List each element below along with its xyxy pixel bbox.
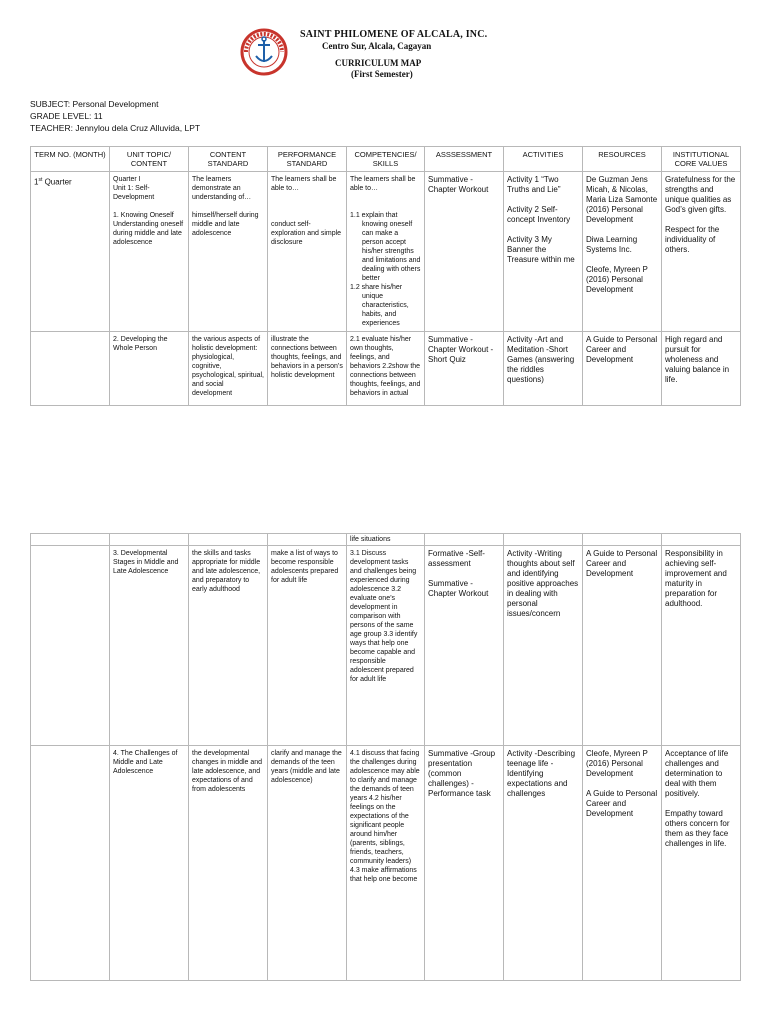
semester-label: (First Semester) bbox=[351, 69, 413, 79]
activity-1: Activity 1 “Two Truths and Lie” bbox=[507, 175, 561, 194]
header-assessment: ASSSESSMENT bbox=[425, 147, 504, 172]
assessment-cell bbox=[425, 546, 504, 746]
document-title: CURRICULUM MAP bbox=[335, 58, 422, 68]
grade-line: GRADE LEVEL: 11 bbox=[30, 111, 103, 121]
header-content: CONTENT STANDARD bbox=[189, 147, 268, 172]
resources-cell: A Guide to Personal Career and Development bbox=[583, 332, 662, 406]
teacher-line: TEACHER: Jennylou dela Cruz Alluvida, LPT bbox=[30, 123, 201, 133]
unit-cell: 3. Developmental Stages in Middle and Late Adolescence bbox=[110, 546, 189, 746]
performance-cell: make a list of ways to become responsible adolescents prepared for adult life bbox=[268, 546, 347, 746]
header-activities: ACTIVITIES bbox=[504, 147, 583, 172]
term-cell bbox=[31, 534, 110, 546]
resource-2: Diwa Learning Systems Inc. bbox=[586, 235, 638, 254]
resource-1: De Guzman Jens Micah, & Nicolas, Maria Liza Samonte (2016) Personal Development bbox=[586, 175, 658, 224]
unit-cell: 4. The Challenges of Middle and Late Adolescence bbox=[110, 746, 189, 981]
assessment-formative: Formative -Self-assessment bbox=[428, 549, 485, 568]
unit-title: Unit 1: Self-Development bbox=[113, 185, 155, 201]
performance-text: conduct self-exploration and simple disclosure bbox=[271, 221, 342, 246]
unit-quarter: Quarter I bbox=[113, 176, 141, 183]
assessment-cell bbox=[425, 534, 504, 546]
values-cell bbox=[662, 172, 741, 332]
term-cell bbox=[31, 332, 110, 406]
term-suffix: st bbox=[38, 177, 43, 183]
competency-1-1: 1.1 explain that knowing oneself can make a person accept his/her strengths and limitations and dealing with others better bbox=[350, 212, 421, 282]
table-row bbox=[31, 332, 741, 406]
table-row bbox=[31, 534, 741, 546]
performance-cell bbox=[268, 172, 347, 332]
content-cell bbox=[189, 534, 268, 546]
unit-topic: 1. Knowing Oneself Understanding oneself during middle and late adolescence bbox=[113, 212, 184, 246]
curriculum-table-page1 bbox=[30, 146, 741, 406]
performance-cell bbox=[268, 534, 347, 546]
resource-2: A Guide to Personal Career and Development bbox=[586, 789, 658, 818]
values-cell bbox=[662, 746, 741, 981]
subject-line: SUBJECT: Personal Development bbox=[30, 99, 159, 109]
competency-1-2: 1.2 share his/her unique characteristics, habits, and experiences bbox=[350, 284, 409, 327]
resource-3: Cleofe, Myreen P (2016) Personal Development bbox=[586, 265, 648, 294]
table-row bbox=[31, 172, 741, 332]
header-performance: PERFORMANCE STANDARD bbox=[268, 147, 347, 172]
content-cell: the skills and tasks appropriate for middle and late adolescence, and preparatory to early adulthood bbox=[189, 546, 268, 746]
competencies-cell bbox=[347, 172, 425, 332]
performance-cell: illustrate the connections between thoughts, feelings, and behaviors in a person’s holistic development bbox=[268, 332, 347, 406]
values-cell: High regard and pursuit for wholeness and valuing balance in life. bbox=[662, 332, 741, 406]
unit-cell: 2. Developing the Whole Person bbox=[110, 332, 189, 406]
value-1: Acceptance of life challenges and determination to deal with them positively. bbox=[665, 749, 729, 798]
assessment-cell: Summative -Chapter Workout bbox=[425, 172, 504, 332]
term-number: 1 bbox=[34, 177, 39, 187]
competencies-cell: life situations bbox=[347, 534, 425, 546]
term-cell bbox=[31, 546, 110, 746]
activity-2: Activity 2 Self-concept Inventory bbox=[507, 205, 571, 224]
content-intro: The learners demonstrate an understanding of… bbox=[192, 176, 252, 201]
value-1: Gratefulness for the strengths and unique qualities as God’s given gifts. bbox=[665, 175, 736, 214]
term-cell bbox=[31, 172, 110, 332]
value-2: Empathy toward others concern for them as they face challenges in life. bbox=[665, 809, 730, 848]
resources-cell bbox=[583, 172, 662, 332]
value-2: Respect for the individuality of others. bbox=[665, 225, 720, 254]
unit-cell bbox=[110, 534, 189, 546]
content-cell bbox=[189, 172, 268, 332]
school-name: SAINT PHILOMENE OF ALCALA, INC. bbox=[300, 29, 488, 40]
content-cell: the various aspects of holistic development: physiological, cognitive, psychological, spiritual, and social development bbox=[189, 332, 268, 406]
values-cell: Responsibility in achieving self-improvement and maturity in preparation for adulthood. bbox=[662, 546, 741, 746]
performance-intro: The learners shall be able to… bbox=[271, 176, 337, 192]
school-seal-icon bbox=[240, 28, 288, 76]
content-text: himself/herself during middle and late adolescence bbox=[192, 212, 259, 237]
term-word: Quarter bbox=[42, 177, 72, 187]
activities-cell bbox=[504, 172, 583, 332]
assessment-cell: Summative -Group presentation (common challenges) -Performance task bbox=[425, 746, 504, 981]
resource-1: Cleofe, Myreen P (2016) Personal Development bbox=[586, 749, 648, 778]
school-address: Centro Sur, Alcala, Cagayan bbox=[322, 41, 432, 51]
performance-cell: clarify and manage the demands of the teen years (middle and late adolescence) bbox=[268, 746, 347, 981]
values-cell bbox=[662, 534, 741, 546]
competencies-cell: 3.1 Discuss development tasks and challenges being experienced during adolescence 3.2 evaluate one’s development in comparison with persons of the same age group 3.3 identify ways that help one become capable and responsible adolescent prepared for adult life bbox=[347, 546, 425, 746]
table-header-row bbox=[31, 147, 741, 172]
term-cell bbox=[31, 746, 110, 981]
table-row bbox=[31, 746, 741, 981]
activities-cell bbox=[504, 534, 583, 546]
curriculum-table-page2 bbox=[30, 533, 741, 981]
resources-cell bbox=[583, 534, 662, 546]
activities-cell: Activity -Describing teenage life -Identifying expectations and challenges bbox=[504, 746, 583, 981]
document-header bbox=[0, 22, 768, 92]
resources-cell: A Guide to Personal Career and Development bbox=[583, 546, 662, 746]
header-values: INSTITUTIONAL CORE VALUES bbox=[662, 147, 741, 172]
unit-cell bbox=[110, 172, 189, 332]
competency-intro: The learners shall be able to… bbox=[350, 176, 416, 192]
header-term: TERM NO. (MONTH) bbox=[31, 147, 110, 172]
table-row bbox=[31, 546, 741, 746]
subject-info bbox=[30, 98, 200, 134]
competencies-cell: 4.1 discuss that facing the challenges during adolescence may able to clarify and manage the demands of teen years 4.2 his/her feelings on the expectations of the significant people around him/her (parents, siblings, friends, teachers, community leaders) 4.3 make affirmations that help one become bbox=[347, 746, 425, 981]
competencies-cell: 2.1 evaluate his/her own thoughts, feelings, and behaviors 2.2show the connections between thoughts, feelings, and behaviors in actual bbox=[347, 332, 425, 406]
resources-cell bbox=[583, 746, 662, 981]
activities-cell: Activity -Art and Meditation -Short Games (answering the riddles questions) bbox=[504, 332, 583, 406]
activities-cell: Activity -Writing thoughts about self and identifying positive approaches in dealing with personal issues/concern bbox=[504, 546, 583, 746]
activity-3: Activity 3 My Banner the Treasure within me bbox=[507, 235, 575, 264]
assessment-cell: Summative -Chapter Workout -Short Quiz bbox=[425, 332, 504, 406]
assessment-summative: Summative -Chapter Workout bbox=[428, 579, 489, 598]
header-unit: UNIT TOPIC/ CONTENT bbox=[110, 147, 189, 172]
content-cell: the developmental changes in middle and late adolescence, and expectations of and from adolescents bbox=[189, 746, 268, 981]
header-resources: RESOURCES bbox=[583, 147, 662, 172]
header-competencies: COMPETENCIES/ SKILLS bbox=[347, 147, 425, 172]
